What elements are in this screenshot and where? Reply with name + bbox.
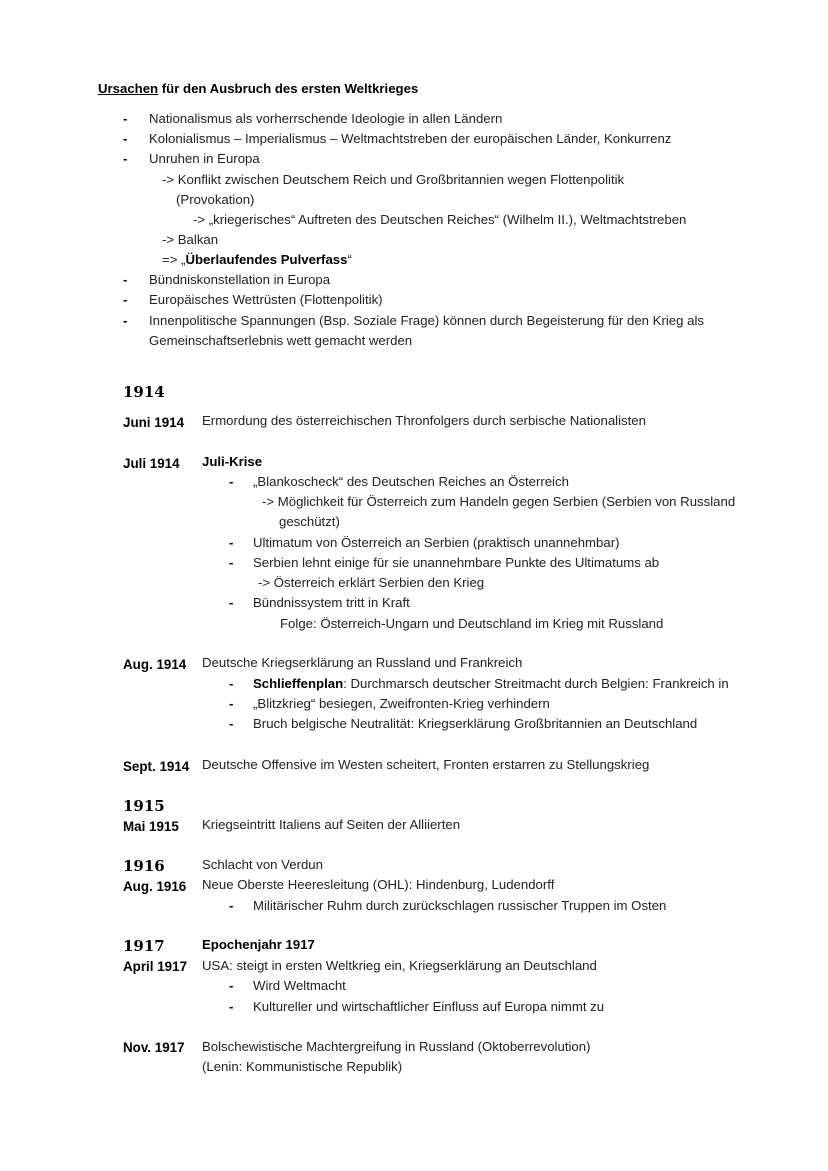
bullet-dash: - [123,151,128,166]
bullet-dash: - [229,555,234,570]
aug-item-1 [253,676,729,692]
event-nov-1917: Bolschewistische Machtergreifung in Russland (Oktoberrevolution) [202,1039,591,1054]
aug-item-1-rest: : Durchmarsch deutscher Streitmacht durch Belgien: Frankreich in [343,676,729,691]
juli-item-1-sub-cont: geschützt) [279,514,340,529]
event-mai-1915: Kriegseintritt Italiens auf Seiten der Alliierten [202,817,461,832]
bullet-dash: - [229,535,234,550]
cause-3-sub-1-cont: (Provokation) [176,192,255,207]
cause-2: Kolonialismus – Imperialismus – Weltmachtstreben der europäischen Länder, Konkurrenz [149,131,672,146]
date-nov-1917: Nov. 1917 [123,1040,185,1055]
bullet-dash: - [123,111,128,126]
year-heading-1915: 1915 [123,797,165,815]
quote-close: “ [347,252,352,267]
page-title [98,81,418,97]
april-item-2: Kultureller und wirtschaftlicher Einfluss auf Europa nimmt zu [253,999,605,1014]
bullet-dash: - [123,292,128,307]
date-juni-1914: Juni 1914 [123,415,185,430]
bullet-dash: - [229,595,234,610]
bullet-dash: - [123,272,128,287]
event-april-1917: USA: steigt in ersten Weltkrieg ein, Kriegserklärung an Deutschland [202,958,597,973]
cause-3: Unruhen in Europa [149,151,260,166]
cause-3-sub-3: -> Balkan [162,232,219,247]
year-heading-1916: 1916 [123,857,165,875]
juli-item-1-sub: -> Möglichkeit für Österreich zum Handeln gegen Serbien (Serbien von Russland [262,494,736,509]
april-item-1: Wird Weltmacht [253,978,346,993]
date-mai-1915: Mai 1915 [123,819,179,834]
bullet-dash: - [229,716,234,731]
event-nov-1917-cont: (Lenin: Kommunistische Republik) [202,1059,403,1074]
date-april-1917: April 1917 [123,959,188,974]
quote-open: => „ [162,252,186,267]
pulverfass-bold: Überlaufendes Pulverfass [185,252,348,267]
date-aug-1914: Aug. 1914 [123,657,187,672]
cause-5: Europäisches Wettrüsten (Flottenpolitik) [149,292,383,307]
event-aug-1914: Deutsche Kriegserklärung an Russland und Frankreich [202,655,523,670]
date-juli-1914: Juli 1914 [123,456,180,471]
year-heading-1917: 1917 [123,937,165,955]
cause-3-sub-1: -> Konflikt zwischen Deutschem Reich und Großbritannien wegen Flottenpolitik [162,172,625,187]
aug-item-2: „Blitzkrieg“ besiegen, Zweifronten-Krieg verhindern [253,696,550,711]
cause-3-sub-4 [162,252,352,268]
aug1916-item-1: Militärischer Ruhm durch zurückschlagen russischer Truppen im Osten [253,898,667,913]
event-verdun: Schlacht von Verdun [202,857,323,872]
year-heading-1914: 1914 [123,383,165,401]
juli-item-4-sub: Folge: Österreich-Ungarn und Deutschland im Krieg mit Russland [280,616,664,631]
schlieffenplan-bold: Schlieffenplan [253,676,344,691]
event-sept-1914: Deutsche Offensive im Westen scheitert, Fronten erstarren zu Stellungskrieg [202,757,650,772]
juli-item-2: Ultimatum von Österreich an Serbien (praktisch unannehmbar) [253,535,620,550]
epochenjahr-title: Epochenjahr 1917 [202,937,315,952]
cause-6: Innenpolitische Spannungen (Bsp. Soziale Frage) können durch Begeisterung für den Krieg als [149,313,704,328]
cause-3-sub-2: -> „kriegerisches“ Auftreten des Deutschen Reiches“ (Wilhelm II.), Weltmachtstreben [193,212,687,227]
bullet-dash: - [229,999,234,1014]
title-rest: für den Ausbruch des ersten Weltkrieges [158,81,419,96]
title-underlined: Ursachen [98,81,159,96]
aug-item-3: Bruch belgische Neutralität: Kriegserklärung Großbritannien an Deutschland [253,716,698,731]
event-juni-1914: Ermordung des österreichischen Thronfolgers durch serbische Nationalisten [202,413,646,428]
juli-item-3-sub: -> Österreich erklärt Serbien den Krieg [258,575,485,590]
bullet-dash: - [123,313,128,328]
bullet-dash: - [229,676,234,691]
cause-4: Bündniskonstellation in Europa [149,272,331,287]
juli-krise-title: Juli-Krise [202,454,263,469]
cause-6-cont: Gemeinschaftserlebnis wett gemacht werden [149,333,413,348]
date-sept-1914: Sept. 1914 [123,759,190,774]
bullet-dash: - [229,898,234,913]
cause-1: Nationalismus als vorherrschende Ideologie in allen Ländern [149,111,503,126]
juli-item-4: Bündnissystem tritt in Kraft [253,595,410,610]
juli-item-1: „Blankoscheck“ des Deutschen Reiches an Österreich [253,474,569,489]
bullet-dash: - [229,978,234,993]
bullet-dash: - [123,131,128,146]
bullet-dash: - [229,474,234,489]
bullet-dash: - [229,696,234,711]
date-aug-1916: Aug. 1916 [123,879,187,894]
event-aug-1916: Neue Oberste Heeresleitung (OHL): Hindenburg, Ludendorff [202,877,555,892]
juli-item-3: Serbien lehnt einige für sie unannehmbare Punkte des Ultimatums ab [253,555,660,570]
